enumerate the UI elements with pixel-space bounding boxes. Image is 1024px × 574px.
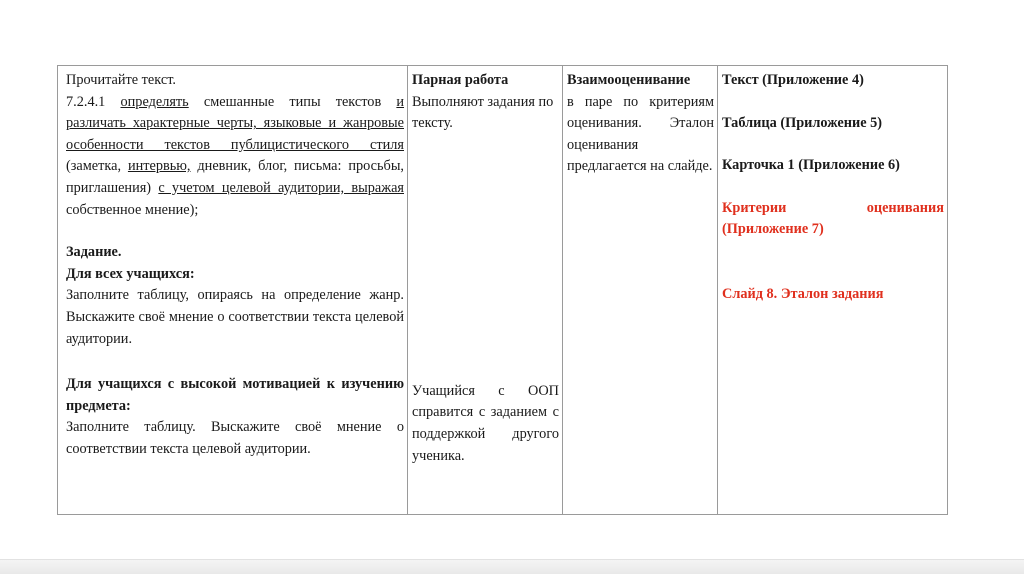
resource-criteria-appendix: Критерии оценивания (Приложение 7) [722,199,944,238]
read-instruction: Прочитайте текст. [66,72,176,88]
objective-part: и различать характерные черты, языковые и жанровые особенности текстов публицистического стиля [66,93,405,153]
objective-part: собственное мнение); [66,201,199,218]
resource-table-appendix: Таблица (Приложение 5) [722,114,883,131]
objective-part: интервью, [127,158,191,175]
objective-part: смешанные типы текстов [203,93,382,110]
resource-text-appendix: Текст (Приложение 4) [722,72,864,88]
lesson-plan-table [57,65,948,515]
peer-assessment-heading: Взаимооценивание [567,72,691,88]
resource-slide-reference: Слайд 8. Эталон задания [722,285,884,302]
pair-work-text: Выполняют задания по тексту. [412,93,554,132]
slide-bottom-bar [0,559,1024,574]
resource-card-appendix: Карточка 1 (Приложение 6) [722,157,900,174]
learning-objective [62,92,404,222]
objective-code: 7.2.4.1 [66,93,106,110]
task-heading: Задание. [66,244,122,261]
pair-work-cell [408,66,563,515]
high-motivation-task: Заполните таблицу. Выскажите своё мнение о соответствии текста целевой аудитории. [66,419,404,457]
activity-cell [58,66,408,515]
assessment-cell [563,66,718,515]
pair-work-heading: Парная работа [412,72,509,88]
objective-part: определять [120,93,189,110]
objective-part: дневник, блог, письма: просьбы, приглашения) [66,158,404,196]
objective-part: (заметка, [66,158,122,175]
peer-assessment-text: в паре по критериям оценивания. Эталон оценивания предлагается на слайде. [567,93,714,175]
objective-part: с учетом целевой аудитории, выражая [158,179,404,196]
all-students-heading: Для всех учащихся: [66,265,195,282]
high-motivation-heading: Для учащихся с высокой мотивацией к изучению предмета: [66,376,404,414]
oop-support-text: Учащийся с ООП справится с заданием с поддержкой другого ученика. [412,382,559,464]
table-row [58,66,948,515]
resources-cell [718,66,948,515]
all-students-task: Заполните таблицу, опираясь на определение жанр. Выскажите своё мнение о соответствии текста целевой аудитории. [66,287,404,347]
